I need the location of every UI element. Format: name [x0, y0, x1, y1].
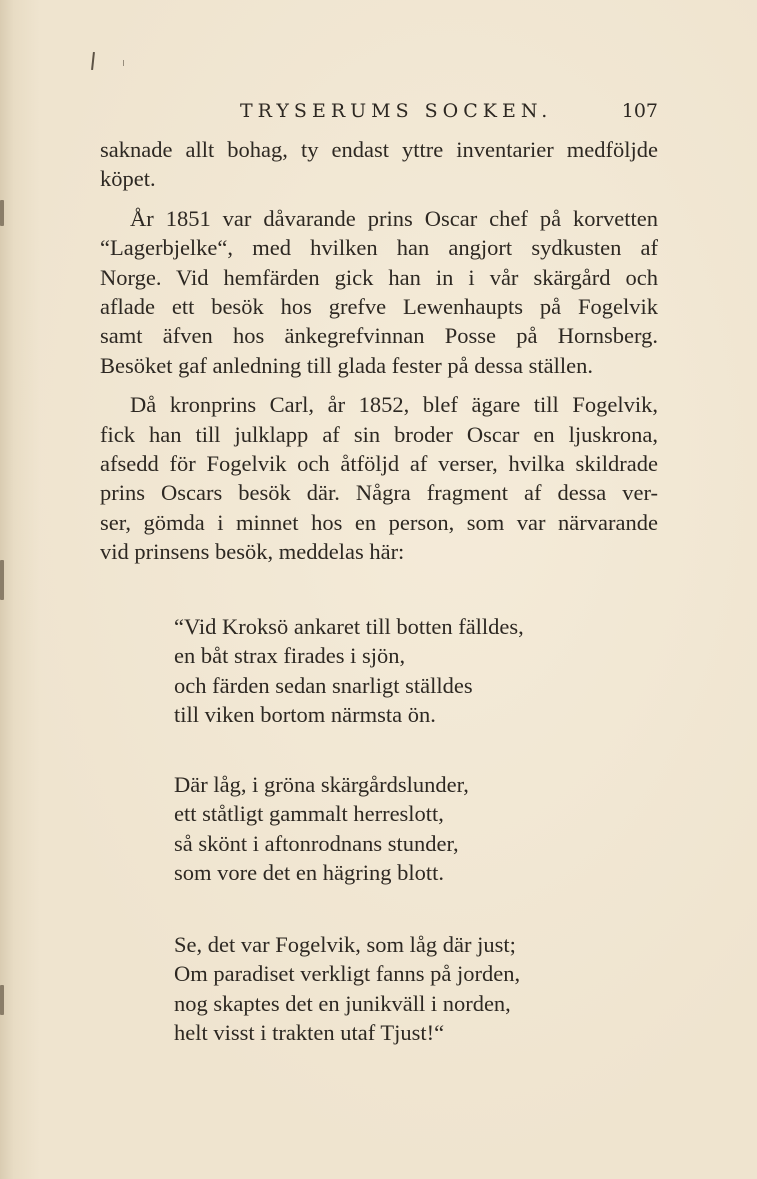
binding-edge-mark [0, 200, 4, 226]
page-number: 107 [621, 100, 658, 122]
text-line: aflade ett besök hos grefve Lewenhaupts på Fogelvik [100, 294, 658, 320]
text-line: ser, gömda i minnet hos en person, som var närvarande [100, 509, 658, 535]
paragraph-1 [100, 135, 658, 194]
running-head [100, 96, 658, 126]
verse-line: så skönt i aftonrodnans stunder, [174, 830, 459, 856]
binding-edge-mark [0, 985, 4, 1015]
running-title: TRYSERUMS SOCKEN. [240, 100, 553, 122]
binding-edge-mark [0, 560, 4, 600]
verse-line: en båt strax firades i sjön, [174, 643, 406, 669]
verse-line: Se, det var Fogelvik, som låg där just; [174, 932, 516, 957]
poem-stanza-3 [174, 930, 614, 1048]
verse-line: som vore det en hägring blott. [174, 860, 444, 886]
text-line: afsedd för Fogelvik och åtföljd af verser, hvilka skildrade [100, 451, 658, 477]
poem-stanza-1 [174, 612, 614, 730]
text-line: Norge. Vid hemfärden gick han in i vår skärgård och [100, 264, 658, 290]
paragraph-2 [100, 204, 658, 380]
text-line: “Lagerbjelke“, med hvilken han angjort sydkusten af [100, 235, 658, 261]
verse-line: ett ståtligt gammalt herreslott, [174, 801, 444, 827]
text-line: samt äfven hos änkegrefvinnan Posse på Hornsberg. [100, 323, 658, 349]
text-line: köpet. [100, 166, 156, 192]
verse-line: nog skaptes det en junikväll i norden, [174, 990, 511, 1016]
verse-line: helt visst i trakten utaf Tjust!“ [174, 1020, 445, 1046]
ink-speck [123, 60, 124, 66]
text-line: fick han till julklapp af sin broder Oscar en ljuskrona, [100, 421, 658, 447]
verse-line: “Vid Kroksö ankaret till botten fälldes, [174, 614, 524, 639]
text-line: prins Oscars besök där. Några fragment af dessa ver- [100, 480, 658, 506]
text-line: saknade allt bohag, ty endast yttre inventarier medföljde [100, 137, 658, 162]
body-text [100, 135, 658, 567]
verse-line: Om paradiset verkligt fanns på jorden, [174, 961, 521, 987]
verse-line: Där låg, i gröna skärgårdslunder, [174, 772, 469, 797]
ink-speck [91, 52, 95, 70]
verse-line: till viken bortom närmsta ön. [174, 702, 436, 728]
paragraph-3 [100, 390, 658, 566]
text-line: År 1851 var dåvarande prins Oscar chef på korvetten [130, 205, 658, 231]
text-line: Besöket gaf anledning till glada fester på dessa ställen. [100, 352, 593, 378]
text-line: vid prinsens besök, meddelas här: [100, 539, 405, 565]
verse-line: och färden sedan snarligt ställdes [174, 672, 473, 698]
poem-stanza-2 [174, 770, 614, 888]
text-line: Då kronprins Carl, år 1852, blef ägare till Fogelvik, [130, 392, 658, 418]
